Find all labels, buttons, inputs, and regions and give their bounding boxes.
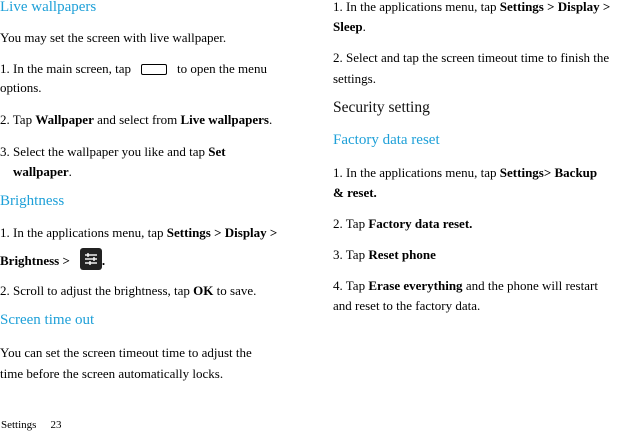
- timeout-step-1-cont: Sleep.: [333, 19, 366, 34]
- screen-timeout-line-1: You can set the screen timeout time to adjust the: [0, 345, 252, 360]
- factory-step-3: 3. Tap Reset phone: [333, 247, 436, 262]
- screen-timeout-line-2: time before the screen automatically locks.: [0, 366, 224, 381]
- live-step-2: 2. Tap Wallpaper and select from Live wallpapers.: [0, 112, 273, 127]
- factory-reset-heading: Factory data reset: [333, 132, 440, 148]
- live-wallpapers-heading: Live wallpapers: [0, 0, 97, 15]
- footer-section: Settings: [1, 419, 37, 431]
- live-step-1-cont: options.: [0, 80, 42, 95]
- factory-step-2: 2. Tap Factory data reset.: [333, 216, 473, 231]
- live-step-3-cont: wallpaper.: [13, 164, 72, 179]
- timeout-step-1: 1. In the applications menu, tap Settings > Display >: [333, 0, 611, 14]
- page-number: 23: [50, 419, 62, 431]
- factory-step-1-cont: & reset.: [333, 185, 377, 200]
- live-step-1-text: 1. In the main screen, tap: [0, 61, 132, 76]
- live-step-1: [0, 58, 267, 79]
- factory-step-1: 1. In the applications menu, tap Settings> Backup: [333, 165, 598, 180]
- screen-timeout-heading: Screen time out: [0, 312, 95, 328]
- live-wallpapers-intro: You may set the screen with live wallpaper.: [0, 30, 227, 45]
- brightness-sliders-icon: [80, 248, 102, 270]
- page-footer: [1, 419, 61, 431]
- timeout-step-2-cont: settings.: [333, 71, 376, 86]
- live-step-3: 3. Select the wallpaper you like and tap Set: [0, 144, 226, 159]
- live-step-1-text-b: to open the menu: [177, 61, 267, 76]
- menu-key-icon: [141, 64, 167, 75]
- factory-step-4: 4. Tap Erase everything and the phone will restart: [333, 278, 598, 293]
- factory-step-4-cont: and reset to the factory data.: [333, 298, 481, 313]
- brightness-step-1: 1. In the applications menu, tap Settings > Display >: [0, 225, 278, 240]
- brightness-step-2: 2. Scroll to adjust the brightness, tap OK to save.: [0, 283, 257, 298]
- brightness-step-1-cont: Brightness > .: [0, 248, 105, 271]
- security-setting-heading: Security setting: [333, 99, 430, 116]
- timeout-step-2: 2. Select and tap the screen timeout time to finish the: [333, 50, 610, 65]
- brightness-heading: Brightness: [0, 193, 65, 209]
